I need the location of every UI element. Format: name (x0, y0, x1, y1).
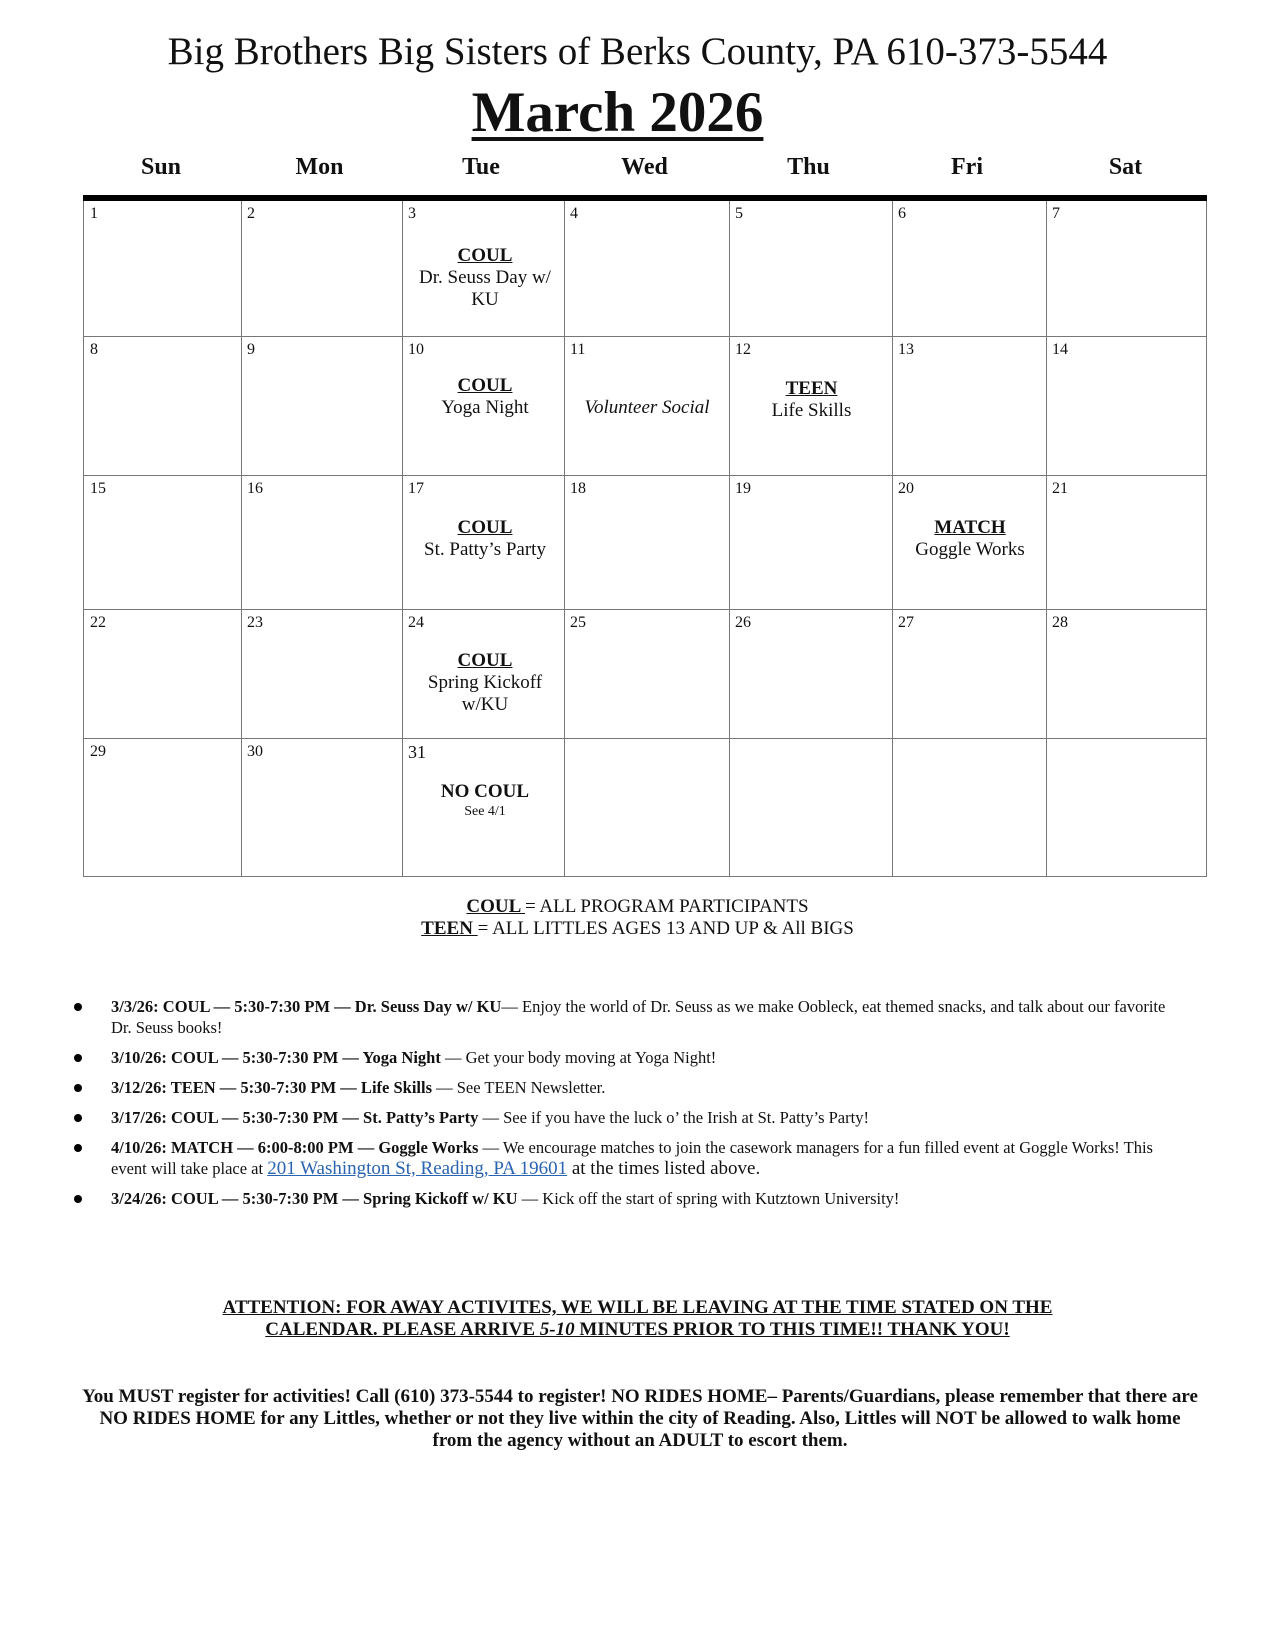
day-number: 1 (90, 205, 98, 222)
detail-text: — Kick off the start of spring with Kutztown University! (517, 1189, 900, 1208)
bullet-icon (74, 1003, 82, 1011)
event-mar3 (405, 245, 565, 311)
grid-line (83, 336, 1207, 337)
day-number: 4 (570, 205, 578, 222)
event-title: St. Patty’s Party (424, 539, 546, 560)
calendar-grid (83, 201, 1207, 877)
day-number: 18 (570, 480, 586, 497)
detail-lead: 3/24/26: COUL — 5:30-7:30 PM — Spring Kickoff w/ KU (111, 1189, 518, 1208)
event-details-list (68, 996, 1188, 1218)
day-number: 17 (408, 480, 424, 497)
event-mar20 (893, 517, 1047, 561)
month-title (0, 80, 1235, 146)
event-mar11 (565, 397, 729, 419)
day-number: 25 (570, 614, 586, 631)
event-mar17 (418, 517, 552, 561)
grid-line (83, 876, 1207, 877)
weekday-sat: Sat (1108, 154, 1143, 180)
day-number: 21 (1052, 480, 1068, 497)
detail-lead: 3/12/26: TEEN — 5:30-7:30 PM — Life Skills (111, 1078, 432, 1097)
month-title-text: March 2026 (471, 81, 764, 144)
detail-text: — See TEEN Newsletter. (432, 1078, 606, 1097)
grid-line (241, 201, 242, 877)
attention-minutes: 5-10 (539, 1319, 575, 1340)
event-title: Life Skills (771, 400, 852, 421)
bullet-icon (74, 1195, 82, 1203)
event-title: Spring Kickoff w/KU (427, 672, 543, 715)
attention-text: CALENDAR. PLEASE ARRIVE (265, 1319, 540, 1340)
event-mar12 (730, 378, 893, 422)
weekday-mon: Mon (295, 154, 344, 180)
day-number: 24 (408, 614, 424, 631)
detail-text-after: at the times listed above. (567, 1158, 761, 1179)
day-number: 13 (898, 341, 914, 358)
grid-line (83, 609, 1207, 610)
legend-text: = ALL LITTLES AGES 13 AND UP & All BIGS (477, 918, 854, 939)
grid-line (1206, 201, 1207, 877)
weekday-wed: Wed (621, 154, 668, 180)
event-type: COUL (457, 375, 513, 396)
day-number: 28 (1052, 614, 1068, 631)
address-link[interactable]: 201 Washington St, Reading, PA 19601 (267, 1158, 568, 1179)
detail-lead: 3/3/26: COUL — 5:30-7:30 PM — Dr. Seuss Day w/ KU (111, 997, 502, 1016)
attention-line-1: ATTENTION: FOR AWAY ACTIVITES, WE WILL BE LEAVING AT THE TIME STATED ON THE (222, 1297, 1053, 1318)
day-number: 16 (247, 480, 263, 497)
detail-text: — Get your body moving at Yoga Night! (440, 1048, 717, 1067)
event-title: Dr. Seuss Day w/ KU (419, 267, 551, 310)
organization-title: Big Brothers Big Sisters of Berks County, PA 610-373-5544 (167, 30, 1108, 73)
day-number: 5 (735, 205, 743, 222)
weekday-fri: Fri (951, 154, 983, 180)
weekday-tue: Tue (462, 154, 500, 180)
day-number: 7 (1052, 205, 1060, 222)
attention-notice (0, 1297, 1275, 1341)
detail-text: — Enjoy the world of Dr. Seuss as we make Oobleck, eat themed snacks, and talk about our favorite Dr. Seuss books! (111, 997, 1166, 1037)
day-number: 29 (90, 743, 106, 760)
event-mar24 (418, 650, 552, 716)
day-number: 26 (735, 614, 751, 631)
event-type: TEEN (785, 378, 838, 399)
day-number: 10 (408, 341, 424, 358)
day-number: 2 (247, 205, 255, 222)
grid-line (83, 738, 1207, 739)
grid-line (83, 475, 1207, 476)
list-item (68, 996, 1188, 1038)
detail-lead: 4/10/26: MATCH — 6:00-8:00 PM — Goggle Works (111, 1138, 479, 1157)
day-number: 9 (247, 341, 255, 358)
list-item (68, 1047, 1188, 1068)
bullet-icon (74, 1144, 82, 1152)
event-title: Goggle Works (915, 539, 1025, 560)
event-type: COUL (457, 517, 513, 538)
day-number: 31 (408, 742, 426, 762)
event-type: COUL (457, 650, 513, 671)
day-number: 19 (735, 480, 751, 497)
event-title: Yoga Night (441, 397, 529, 418)
list-item (68, 1107, 1188, 1128)
day-number: 11 (570, 341, 586, 358)
day-number: 22 (90, 614, 106, 631)
day-number: 3 (408, 205, 416, 222)
legend-key: COUL (466, 896, 526, 917)
event-mar31 (405, 781, 565, 821)
list-item (68, 1077, 1188, 1098)
event-type: COUL (457, 245, 513, 266)
day-number: 14 (1052, 341, 1068, 358)
weekday-thu: Thu (787, 154, 830, 180)
event-note: See 4/1 (464, 804, 506, 819)
grid-line (83, 201, 84, 877)
grid-line (402, 201, 403, 877)
legend-text: = ALL PROGRAM PARTICIPANTS (525, 896, 809, 917)
day-number: 12 (735, 341, 751, 358)
attention-text: MINUTES PRIOR TO THIS TIME!! THANK YOU! (574, 1319, 1010, 1340)
detail-text: — We encourage matches to join the casework managers for a fun filled event at Goggle Works! This event will take place at (111, 1138, 1153, 1178)
day-number: 27 (898, 614, 914, 631)
bullet-icon (74, 1114, 82, 1122)
detail-lead: 3/17/26: COUL — 5:30-7:30 PM — St. Patty’s Party (111, 1108, 479, 1127)
bullet-icon (74, 1084, 82, 1092)
day-number: 6 (898, 205, 906, 222)
day-number: 8 (90, 341, 98, 358)
event-mar10 (405, 375, 565, 419)
grid-line (729, 201, 730, 877)
day-number: 20 (898, 480, 914, 497)
legend-coul (0, 896, 1275, 918)
weekday-sun: Sun (140, 154, 182, 180)
event-title: Volunteer Social (584, 397, 710, 418)
event-type: MATCH (934, 517, 1006, 538)
detail-lead: 3/10/26: COUL — 5:30-7:30 PM — Yoga Night (111, 1048, 441, 1067)
day-number: 30 (247, 743, 263, 760)
list-item (68, 1137, 1188, 1179)
legend-key: TEEN (421, 918, 478, 939)
list-item (68, 1188, 1188, 1209)
detail-text: — See if you have the luck o’ the Irish at St. Patty’s Party! (478, 1108, 869, 1127)
event-type: NO COUL (440, 781, 530, 802)
day-number: 15 (90, 480, 106, 497)
legend-teen (0, 918, 1275, 940)
attention-line-2 (0, 1319, 1275, 1341)
registration-notice: You MUST register for activities! Call (610) 373-5544 to register! NO RIDES HOME– Parents/Guardians, please remember that there are NO RIDES HOME for any Littles, whether or not they live within the city of Reading. Also, Littles will NOT be allowed to walk home from the agency without an ADULT to escort them. (82, 1386, 1198, 1451)
day-number: 23 (247, 614, 263, 631)
bullet-icon (74, 1054, 82, 1062)
